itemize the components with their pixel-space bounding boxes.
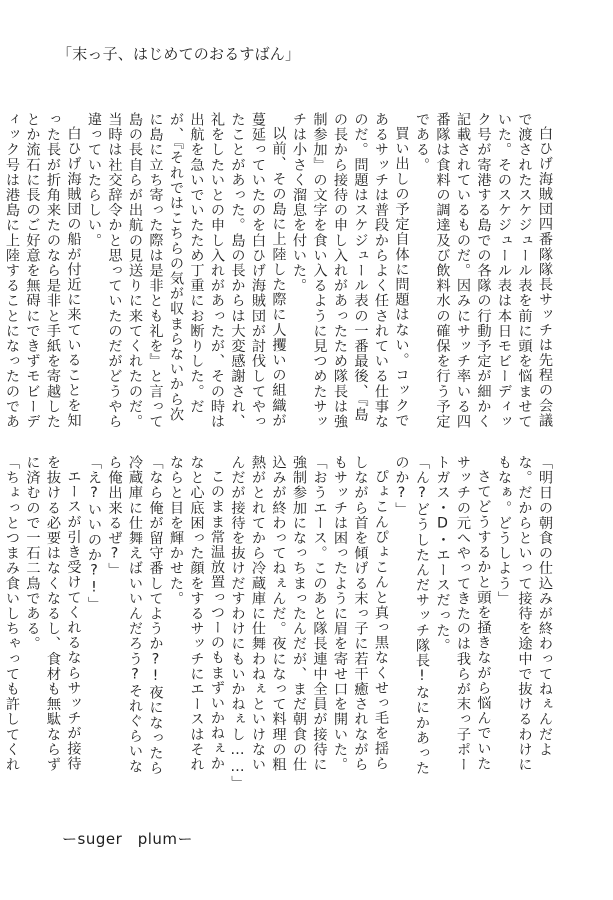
dialogue-line: 「ちょっとつまみ食いしちゃっても許してくれ [4, 455, 20, 773]
dialogue-line: 「ん?どうしたんだサッチ隊長!なにかあったのか?」 [393, 455, 430, 776]
story-paragraph: このまま常温放置っつーのもまずいかねぇかなと心底困った顔をするサッチにエースはそれならと目を輝かせた。 [168, 455, 225, 773]
story-paragraph: エースが引き受けてくれるならサッチが接待を抜ける必要はなくなるし、食材も無駄ならずに済むので一石二鳥である。 [24, 455, 82, 773]
story-paragraph: 白ひげ海賊団の船が付近に来ていることを知った長が折角来たのなら是非と手紙を寄越したとか流石に長のご好意を無碍にできずモビーディック号は港島に上陸することになったのであ [4, 112, 82, 430]
author-footer: ーsuger plumー [62, 830, 194, 848]
story-upper-block [4, 112, 555, 430]
story-paragraph: さてどうするかと頭を掻きながら悩んでいたサッチの元へやってきたのは我らが末っ子ポートガス・D・エースだった。 [434, 455, 492, 773]
dialogue-line: 「え?いいのか?!」 [86, 455, 102, 612]
dialogue-line: 「なら俺が留守番してようか?!夜になったら冷蔵庫に仕舞えばいいんだろう?それぐらいなら俺出来るぜ?」 [106, 455, 164, 776]
story-paragraph: 以前、その島に上陸した際に人攫いの組織が蔓延っていたのを白ひげ海賊団が討伐してやったことがあった。島の長からは大変感謝され、礼をしたいとの申し入れがあったが、その時は出航を急いでいたため丁重にお断りした。だが、『それではこちらの気が収まらないから次に島に立ち寄った際は是非とも礼を』と言って島の長自らが出航の見送りに来てくれたのだ。当時は社交辞令かと思っていたのだがどうやら違っていたらしい。 [86, 112, 287, 430]
page-title: 「末っ子、はじめてのおるすばん」 [57, 45, 301, 63]
story-paragraph: ぴょこんぴょこんと真っ黒なくせっ毛を揺らしながら首を傾げる末っ子に若干癒されながらもサッチは困ったように眉を寄せ口を開いた。 [332, 455, 389, 773]
story-lower-block [4, 455, 555, 791]
story-paragraph: 白ひげ海賊団四番隊隊長サッチは先程の会議で渡されたスケジュール表を前に頭を悩ませていた。そのスケジュール表は本日モビーディック号が寄港する島での各隊の行動予定が細かく記載されているものだ。因みにサッチ率いる四番隊は食料の調達及び飲料水の確保を行う予定である。 [414, 112, 553, 430]
dialogue-line: 「明日の朝食の仕込みが終わってねぇんだよな。だからといって接待を途中で抜けるわけにもなぁ。どうしよう」 [496, 455, 553, 773]
dialogue-line: 「おうエース。このあと隊長連中全員が接待に強制参加になっちまったんだが、まだ朝食の仕込みが終わってねぇんだ。夜になって料理の粗熱がとれてから冷蔵庫に仕舞わねぇといけないんだが接待を抜けだすわけにもいかねぇし……」 [229, 455, 328, 791]
story-paragraph: 買い出しの予定自体に問題はない。コックであるサッチは普段からよく任されている仕事なのだ。問題はスケジュール表の一番最後、『島の長から接待の申し入れがあったため隊長は強制参加』の文字を食い入るように見つめたサッチは小さく溜息を付いた。 [291, 112, 410, 430]
